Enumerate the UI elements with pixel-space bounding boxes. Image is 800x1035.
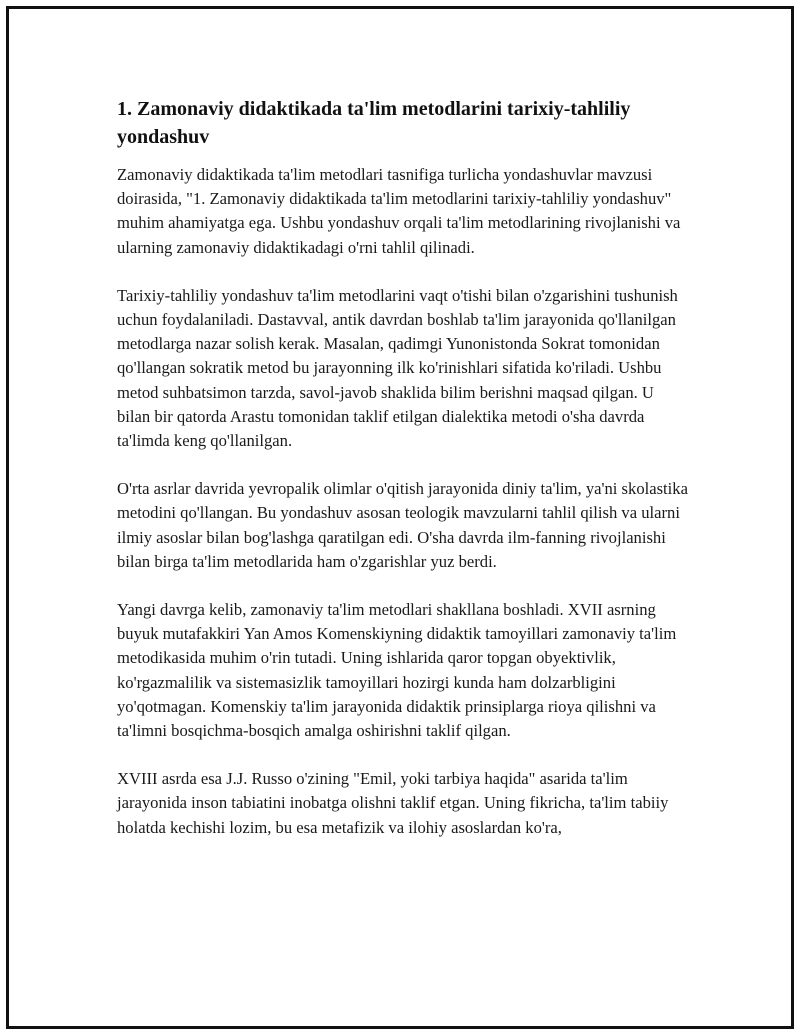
section-heading: 1. Zamonaviy didaktikada ta'lim metodlarini tarixiy-tahliliy yondashuv	[117, 98, 631, 148]
paragraph-modern-era: Yangi davrga kelib, zamonaviy ta'lim metodlari shakllana boshladi. XVII asrning buyuk mutafakkiri Yan Amos Komenskiyning didaktik tamoyillari zamonaviy ta'lim metodikasida muhim o'rin tutadi. Uning ishlarida qaror topgan obyektivlik, ko'rgazmalilik va sistemasizlik tamoyillari hozirgi kunda ham dolzarbligini yo'qotmagan. Komenskiy ta'lim jarayonida didaktik prinsiplarga rioya qilishni va ta'limni bosqichma-bosqich amalga oshirishni taklif qilgan.	[117, 600, 677, 741]
paragraph-intro: Zamonaviy didaktikada ta'lim metodlari tasnifiga turlicha yondashuvlar mavzusi doirasida, "1. Zamonaviy didaktikada ta'lim metodlarini tarixiy-tahliliy yondashuv" muhim ahamiyatga ega. Ushbu yondashuv orqali ta'lim metodlarining rivojlanishi va ularning zamonaviy didaktikadagi o'rni tahlil qilinadi.	[117, 165, 681, 257]
paragraph-historical-approach: Tarixiy-tahliliy yondashuv ta'lim metodlarini vaqt o'tishi bilan o'zgarishini tushunish uchun foydalaniladi. Dastavval, antik davrdan boshlab ta'lim jarayonida qo'llanilgan metodlarga nazar solish kerak. Masalan, qadimgi Yunonistonda Sokrat tomonidan qo'llangan sokratik metod bu jarayonning ilk ko'rinishlari sifatida ko'riladi. Ushbu metod suhbatsimon tarzda, savol-javob shaklida bilim berishni maqsad qilgan. U bilan bir qatorda Arastu tomonidan taklif etilgan dialektika metodi o'sha davrda ta'limda keng qo'llanilgan.	[117, 285, 678, 451]
document-body	[117, 95, 689, 864]
paragraph-eighteenth-century: XVIII asrda esa J.J. Russo o'zining "Emil, yoki tarbiya haqida" asarida ta'lim jarayonida inson tabiatini inobatga olishni taklif etgan. Uning fikricha, ta'lim tabiiy holatda kechishi lozim, bu esa metafizik va ilohiy asoslardan ko'ra,	[117, 769, 669, 837]
paragraph-middle-ages: O'rta asrlar davrida yevropalik olimlar o'qitish jarayonida diniy ta'lim, ya'ni skolastika metodini qo'llangan. Bu yondashuv asosan teologik mavzularni tahlil qilish va ularni ilmiy asoslar bilan bog'lashga qaratilgan edi. O'sha davrda ilm-fanning rivojlanishi bilan birga ta'lim metodlarida ham o'zgarishlar yuz berdi.	[117, 479, 688, 571]
